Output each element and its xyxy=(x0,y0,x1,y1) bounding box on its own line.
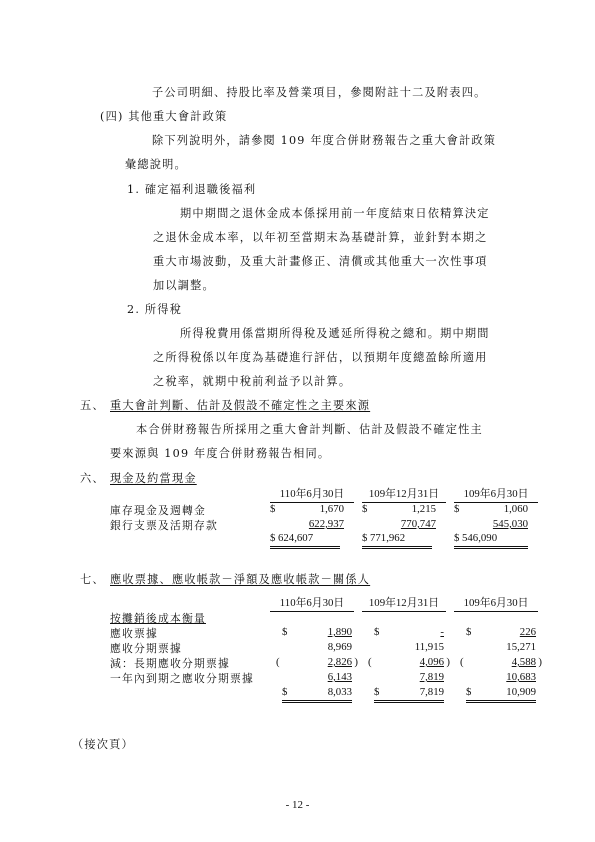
item-heading: 1. 確定福利退職後福利 xyxy=(127,183,257,196)
cash-table: 110年6月30日 109年12月31日 109年6月30日 庫存現金及週轉金 $ 1,670 $ 1,215 $ 1,060 銀行支票及活期存款 622,937 770,747 545,030 $ 624,607 $ 771,962 $ 546,090 xyxy=(110,486,540,556)
row-label: 應收分期票據 xyxy=(110,642,182,655)
col-header: 110年6月30日 xyxy=(270,486,354,503)
col-header: 109年12月31日 xyxy=(362,486,446,503)
section-title: 應收票據、應收帳款－淨額及應收帳款－關係人 xyxy=(110,573,371,586)
total-cell: $ 771,962 xyxy=(362,532,432,549)
col-header: 110年6月30日 xyxy=(270,595,354,612)
subsection-heading: (四) 其他重大會計政策 xyxy=(100,110,228,123)
text-line: 彙總說明。 xyxy=(125,158,187,171)
text-line: 加以調整。 xyxy=(153,279,215,292)
total-cell: $ 7,819 xyxy=(374,686,444,703)
col-header: 109年12月31日 xyxy=(362,595,446,612)
section-title: 重大會計判斷、估計及假設不確定性之主要來源 xyxy=(110,399,371,412)
section-number: 六、 xyxy=(80,472,105,485)
row-label: 一年內到期之應收分期票據 xyxy=(110,672,254,685)
total-cell: $ 546,090 xyxy=(454,532,528,549)
text-line: 要來源與 109 年度合併財務報告相同。 xyxy=(110,447,331,460)
table-subheading: 按攤銷後成本衡量 xyxy=(110,612,206,625)
text-line: 之所得稅係以年度為基礎進行評估，以預期年度總盈餘所適用 xyxy=(153,351,488,364)
col-header: 109年6月30日 xyxy=(454,486,538,503)
text-line: 子公司明細、持股比率及營業項目，參閱附註十二及附表四。 xyxy=(152,86,487,99)
total-cell: $ 624,607 xyxy=(270,532,340,549)
row-label: 銀行支票及活期存款 xyxy=(110,519,218,532)
text-line: 之退休金成本率，以年初至當期末為基礎計算，並針對本期之 xyxy=(153,231,488,244)
text-line: 本合併財務報告所採用之重大會計判斷、估計及假設不確定性主 xyxy=(136,423,483,436)
section-title: 現金及約當現金 xyxy=(110,472,197,485)
row-label: 應收票據 xyxy=(110,627,158,640)
continued-note: （接次頁） xyxy=(72,738,134,751)
item-heading: 2. 所得稅 xyxy=(127,303,182,316)
total-cell: $ 10,909 xyxy=(466,686,536,703)
text-line: 重大市場波動，及重大計畫修正、清償或其他重大一次性事項 xyxy=(153,255,488,268)
row-label: 庫存現金及週轉金 xyxy=(110,504,206,517)
col-header: 109年6月30日 xyxy=(454,595,538,612)
text-line: 之稅率，就期中稅前利益予以計算。 xyxy=(153,375,352,388)
text-line: 除下列說明外，請參閱 109 年度合併財務報告之重大會計政策 xyxy=(152,134,497,147)
total-cell: $ 8,033 xyxy=(282,686,352,703)
receivables-table: 110年6月30日 109年12月31日 109年6月30日 按攤銷後成本衡量 應收票據 $ 1,890 $ - $ 226 應收分期票據 8,969 11,915 15,271 減：長期應收分期票據 ( 2,826 ) ( 4,096 ) ( 4,588 ) 一年內到期之應收分期票據 6,143 7,819 10,683 $ 8,033 $ 7,819 $ 10,909 xyxy=(110,595,540,705)
section-number: 七、 xyxy=(80,573,105,586)
page-number: - 12 - xyxy=(285,799,310,811)
row-label: 減：長期應收分期票據 xyxy=(110,657,230,670)
section-number: 五、 xyxy=(80,399,105,412)
text-line: 期中期間之退休金成本係採用前一年度結束日依精算決定 xyxy=(180,207,490,220)
text-line: 所得稅費用係當期所得稅及遞延所得稅之總和。期中期間 xyxy=(180,327,490,340)
